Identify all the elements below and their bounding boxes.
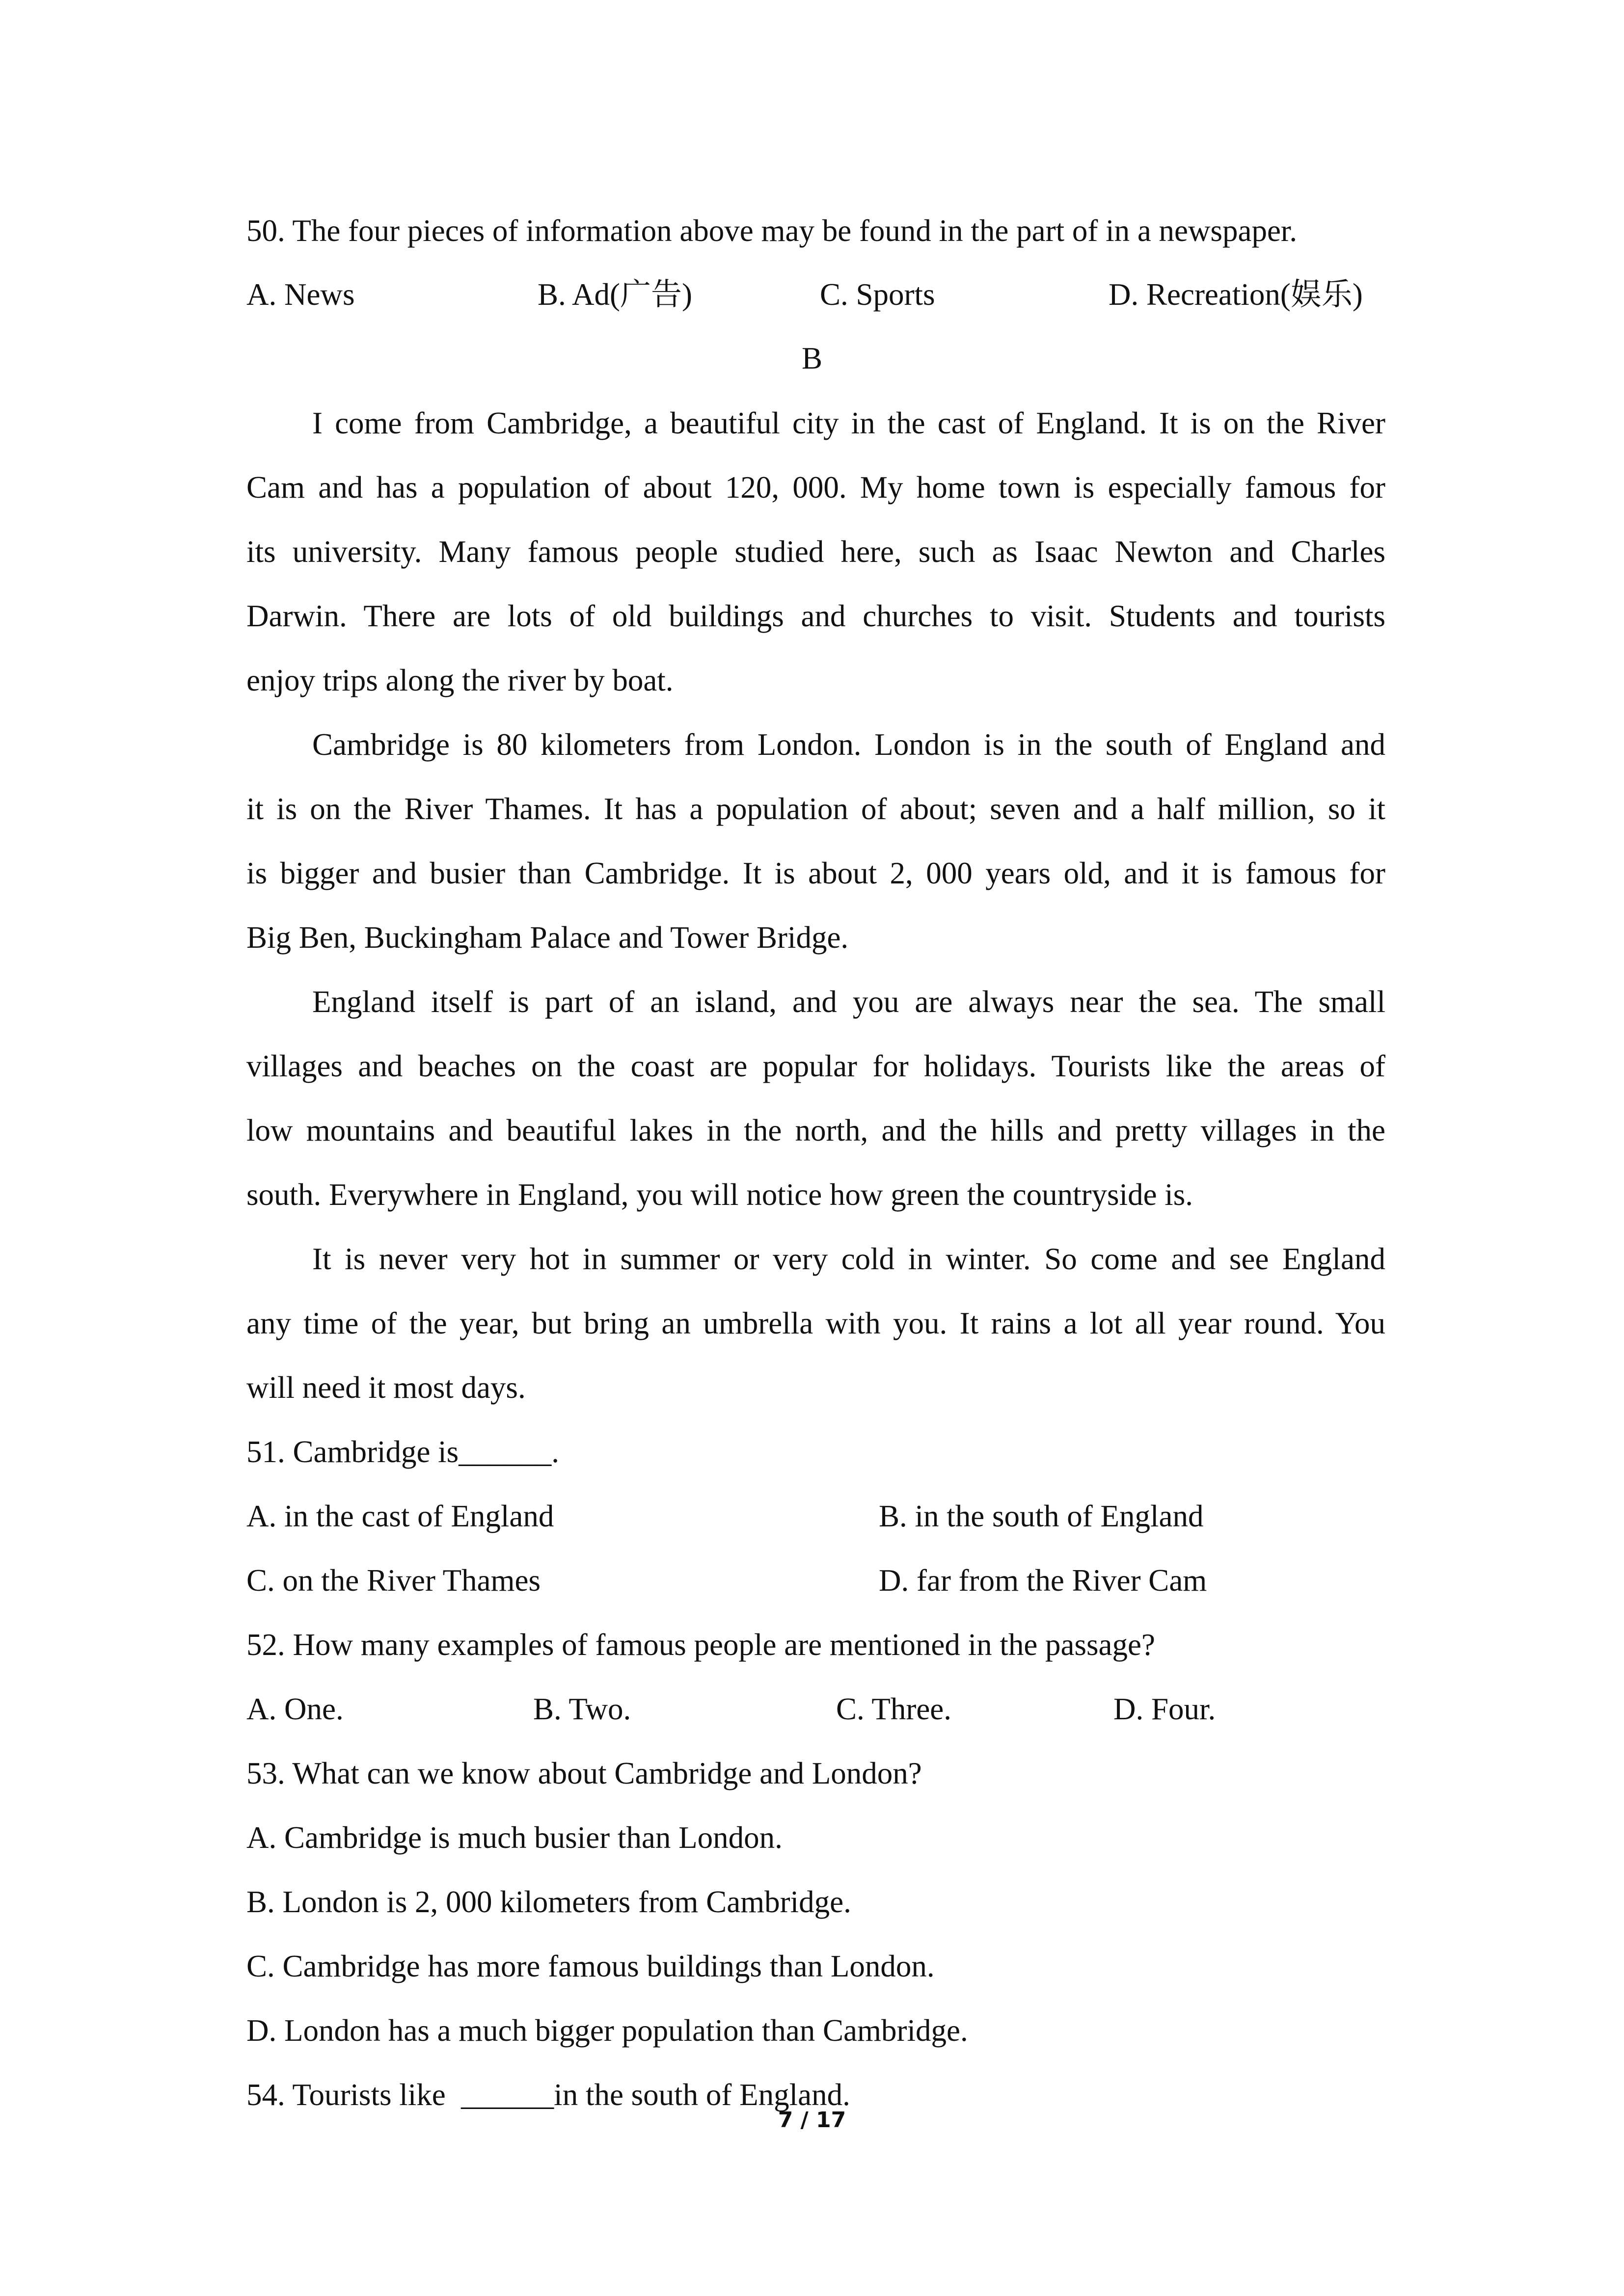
passage-line: will need it most days. [246,1370,526,1405]
question-50-option-b: B. Ad(广告) [538,277,692,312]
passage-line: south. Everywhere in England, you will notice how green the countryside is. [246,1177,1193,1212]
question-50-option-c: C. Sports [820,277,935,312]
question-53-option-c: C. Cambridge has more famous buildings than London. [246,1949,935,1983]
passage-line: Cam and has a population of about 120, 000. My home town is especially famous for [246,470,1385,505]
passage-line: England itself is part of an island, and you are always near the sea. The small [312,985,1385,1019]
passage-line: low mountains and beautiful lakes in the north, and the hills and pretty villages in the [246,1113,1385,1148]
question-52-stem: 52. How many examples of famous people are mentioned in the passage? [246,1628,1155,1662]
passage-line: Cambridge is 80 kilometers from London. London is in the south of England and [312,727,1385,762]
page-number: 7 / 17 [778,2108,846,2133]
question-53-option-a: A. Cambridge is much busier than London. [246,1820,783,1855]
passage-line: is bigger and busier than Cambridge. It is about 2, 000 years old, and it is famous for [246,856,1385,890]
passage-line: Big Ben, Buckingham Palace and Tower Bridge. [246,920,849,955]
passage-line: any time of the year, but bring an umbrella with you. It rains a lot all year round. You [246,1306,1385,1340]
question-51-stem: 51. Cambridge is______. [246,1435,559,1469]
question-52-option-a: A. One. [246,1692,344,1726]
passage-line: it is on the River Thames. It has a population of about; seven and a half million, so it [246,792,1385,826]
question-51-option-d: D. far from the River Cam [879,1563,1207,1598]
question-52-option-d: D. Four. [1113,1692,1216,1726]
question-50-option-d: D. Recreation(娱乐) [1109,277,1363,312]
passage-line: villages and beaches on the coast are popular for holidays. Tourists like the areas of [246,1049,1385,1083]
passage-line: It is never very hot in summer or very cold in winter. So come and see England [312,1242,1385,1276]
question-53-stem: 53. What can we know about Cambridge and London? [246,1756,922,1790]
passage-line: I come from Cambridge, a beautiful city in the cast of England. It is on the River [312,406,1385,440]
passage-label: B [801,341,823,375]
question-53-option-b: B. London is 2, 000 kilometers from Cambridge. [246,1885,851,1919]
question-51-option-c: C. on the River Thames [246,1563,541,1598]
passage-line: Darwin. There are lots of old buildings and churches to visit. Students and tourists [246,599,1385,633]
question-51-option-a: A. in the cast of England [246,1499,554,1533]
question-50-option-a: A. News [246,277,355,312]
question-50-stem: 50. The four pieces of information above may be found in the part of in a newspaper. [246,214,1298,248]
question-52-option-c: C. Three. [836,1692,952,1726]
question-51-option-b: B. in the south of England [879,1499,1204,1533]
question-54-stem: 54. Tourists like ______in the south of England. [246,2078,850,2112]
question-53-option-d: D. London has a much bigger population than Cambridge. [246,2013,968,2048]
passage-line: enjoy trips along the river by boat. [246,663,674,697]
passage-line: its university. Many famous people studied here, such as Isaac Newton and Charles [246,534,1385,569]
question-52-option-b: B. Two. [533,1692,631,1726]
